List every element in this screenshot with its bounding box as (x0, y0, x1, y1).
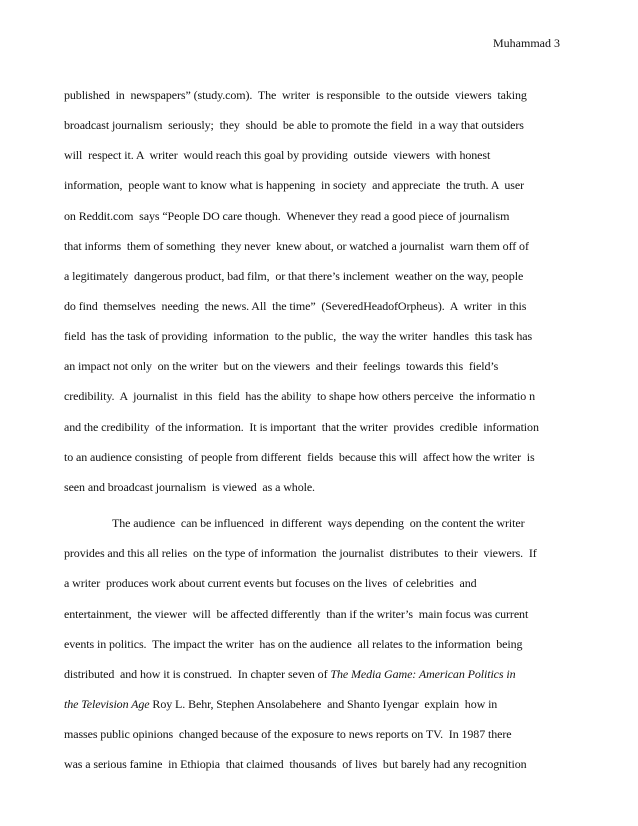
text-line (64, 238, 584, 254)
text-line (64, 419, 584, 435)
line-text: that informs them of something they never knew about, or watched a journalist warn them off of (64, 239, 529, 253)
line-text: an impact not only on the writer but on the viewers and their feelings towards this field’s (64, 359, 499, 373)
text-line (64, 87, 584, 103)
text-line (64, 545, 584, 561)
line-text: information, people want to know what is happening in society and appreciate the truth. A user (64, 178, 524, 192)
text-line (64, 298, 584, 314)
book-title-text: The Media Game: American Politics in (330, 667, 516, 681)
line-text: distributed and how it is construed. In chapter seven of (64, 667, 331, 681)
text-line (64, 147, 584, 163)
text-line (64, 358, 584, 374)
book-title-text: the Television Age (64, 697, 150, 711)
text-line (64, 666, 584, 682)
text-line (64, 268, 584, 284)
line-text: provides and this all relies on the type of information the journalist distributes to their viewers. If (64, 546, 537, 560)
line-text: and the credibility of the information. It is important that the writer provides credible information (64, 420, 539, 434)
line-text: will respect it. A writer would reach this goal by providing outside viewers with honest (64, 148, 491, 162)
text-line (64, 575, 584, 591)
text-line (64, 388, 584, 404)
text-line (64, 756, 584, 772)
text-line (64, 606, 584, 622)
text-line (64, 177, 584, 193)
line-text: a legitimately dangerous product, bad film, or that there’s inclement weather on the way, people (64, 269, 524, 283)
text-line (64, 117, 584, 133)
line-text: The audience can be influenced in different ways depending on the content the writer (112, 516, 525, 530)
line-text: published in newspapers” (study.com). The writer is responsible to the outside viewers taking (64, 88, 527, 102)
line-text: entertainment, the viewer will be affected differently than if the writer’s main focus was current (64, 607, 529, 621)
line-text: seen and broadcast journalism is viewed as a whole. (64, 480, 315, 494)
text-line (64, 696, 584, 712)
text-line (64, 636, 584, 652)
text-line (64, 208, 584, 224)
text-line (112, 515, 584, 531)
text-line (64, 479, 584, 495)
line-text: was a serious famine in Ethiopia that claimed thousands of lives but barely had any recognition (64, 757, 527, 771)
text-line (64, 449, 584, 465)
line-text: do find themselves needing the news. All the time” (SeveredHeadofOrpheus). A writer in this (64, 299, 527, 313)
text-line (64, 328, 584, 344)
line-text: credibility. A journalist in this field has the ability to shape how others perceive the informatio n (64, 389, 535, 403)
line-text: Roy L. Behr, Stephen Ansolabehere and Shanto Iyengar explain how in (149, 697, 498, 711)
text-line (64, 726, 584, 742)
line-text: broadcast journalism seriously; they should be able to promote the field in a way that outsiders (64, 118, 524, 132)
line-text: field has the task of providing information to the public, the way the writer handles this task has (64, 329, 533, 343)
line-text: to an audience consisting of people from different fields because this will affect how the writer is (64, 450, 535, 464)
line-text: on Reddit.com says “People DO care though. Whenever they read a good piece of journalism (64, 209, 510, 223)
running-header: Muhammad 3 (493, 36, 560, 50)
line-text: a writer produces work about current events but focuses on the lives of celebrities and (64, 576, 477, 590)
line-text: masses public opinions changed because of the exposure to news reports on TV. In 1987 there (64, 727, 512, 741)
line-text: events in politics. The impact the writer has on the audience all relates to the information being (64, 637, 523, 651)
